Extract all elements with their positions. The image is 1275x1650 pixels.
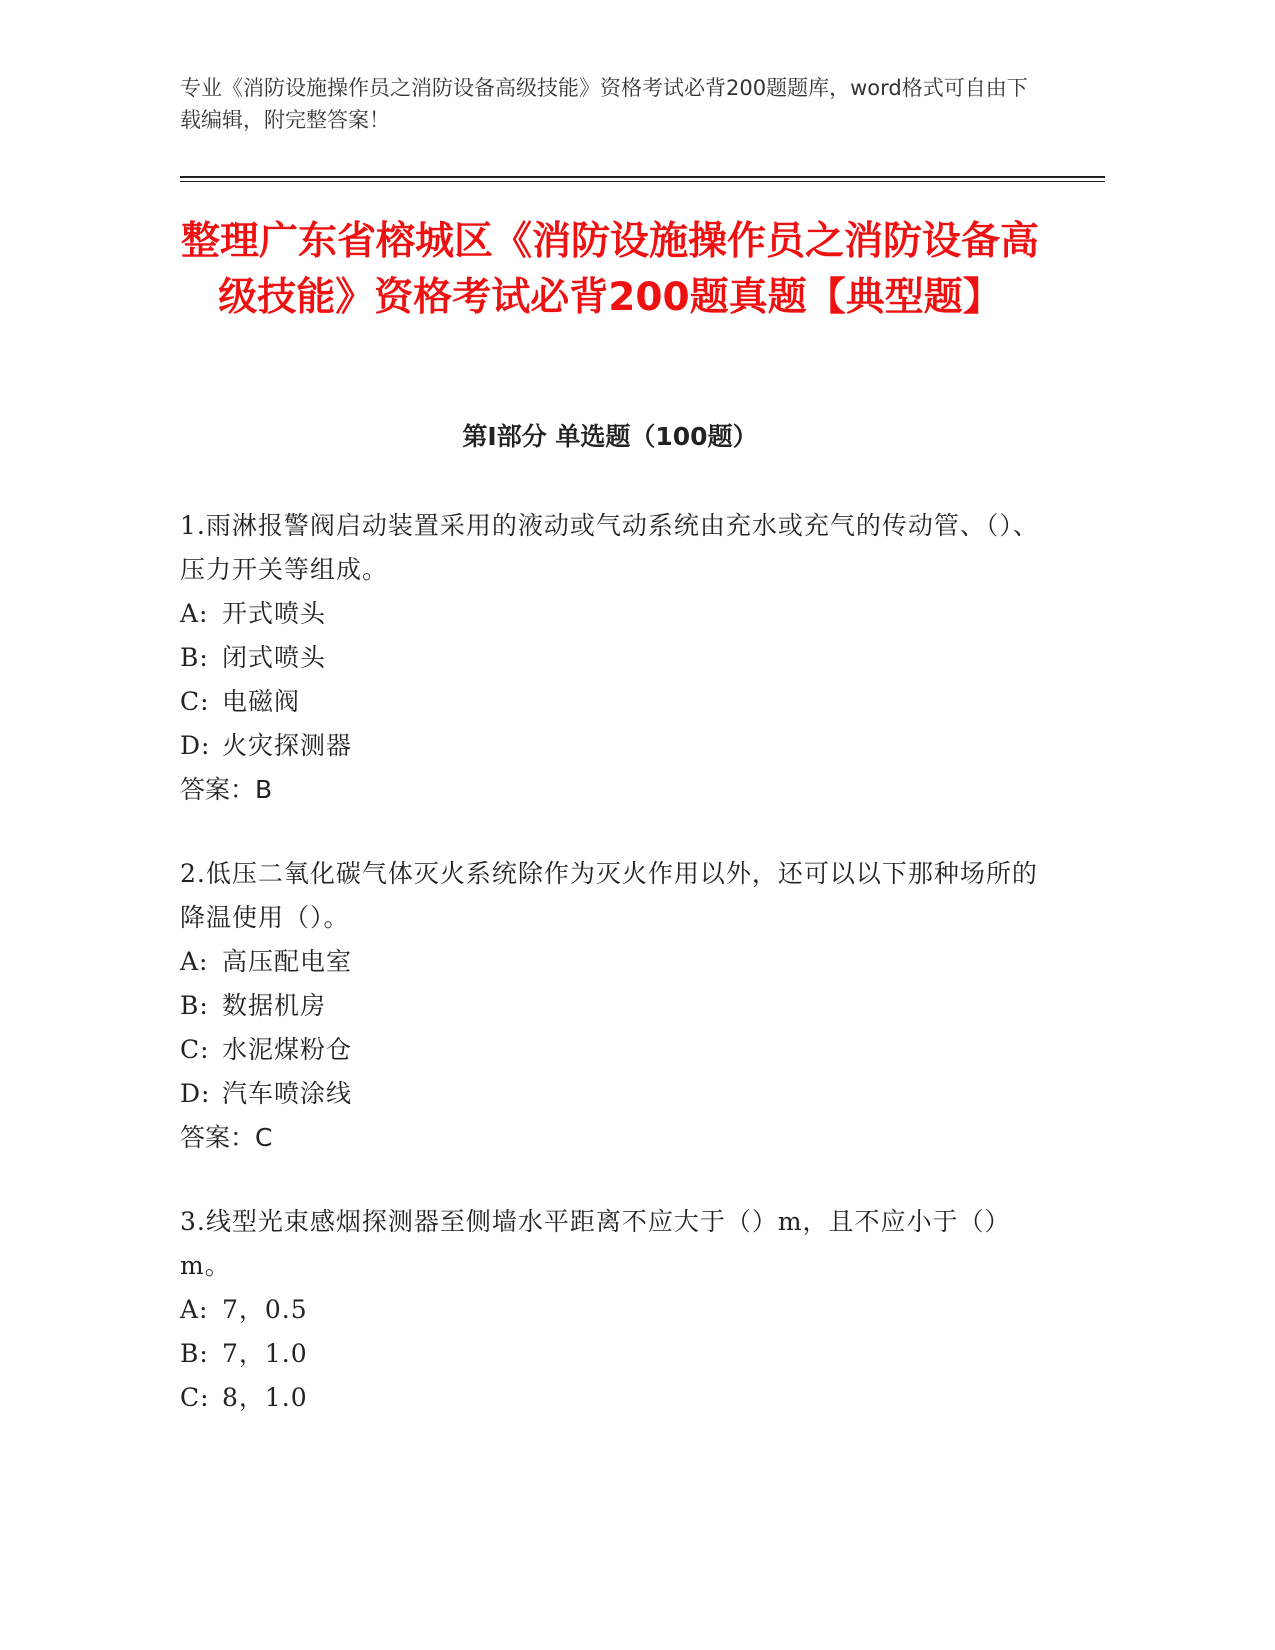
option-text: 高压配电室 [222,947,353,976]
answer-line: 答案：C [180,1123,273,1152]
option-text: 8，1.0 [222,1383,308,1412]
option-key: B: [180,1339,209,1368]
answer-line: 答案：B [180,775,273,804]
option-b [180,1332,1040,1376]
option-key: C: [180,1035,210,1064]
option-c [180,1376,1040,1420]
option-key: A: [180,599,209,628]
option-a [180,1288,1040,1332]
option-d [180,1072,1040,1116]
document-title: 整理广东省榕城区《消防设施操作员之消防设备高级技能》资格考试必背200题真题【典型题】 [180,219,1039,320]
option-text: 7，1.0 [222,1339,308,1368]
option-text: 火灾探测器 [222,731,353,760]
option-key: C: [180,1383,210,1412]
option-key: D: [180,731,211,760]
header-divider-thin [180,181,1105,182]
option-key: A: [180,1295,209,1324]
option-text: 数据机房 [222,991,327,1020]
option-key: B: [180,643,209,672]
question-item [180,1200,1040,1420]
question-item [180,852,1040,1160]
option-c [180,680,1040,724]
option-text: 闭式喷头 [222,643,327,672]
section-heading: 第I部分 单选题（100题） [462,422,758,451]
option-key: D: [180,1079,211,1108]
option-text: 汽车喷涂线 [222,1079,353,1108]
question-item [180,504,1040,812]
option-d [180,724,1040,768]
option-key: C: [180,687,210,716]
header-divider-thick [180,176,1105,178]
option-c [180,1028,1040,1072]
option-b [180,636,1040,680]
option-b [180,984,1040,1028]
option-a [180,592,1040,636]
question-stem: 2.低压二氧化碳气体灭火系统除作为灭火作用以外，还可以以下那种场所的降温使用（）。 [180,859,1038,932]
option-key: B: [180,991,209,1020]
option-text: 开式喷头 [222,599,327,628]
header-note: 专业《消防设施操作员之消防设备高级技能》资格考试必背200题题库，word格式可自由下载编辑，附完整答案！ [180,76,1028,132]
option-text: 电磁阀 [222,687,301,716]
option-text: 7，0.5 [222,1295,308,1324]
question-stem: 3.线型光束感烟探测器至侧墙水平距离不应大于（）m，且不应小于（）m。 [180,1207,1011,1280]
question-stem: 1.雨淋报警阀启动装置采用的液动或气动系统由充水或充气的传动管、（）、压力开关等组成。 [180,511,1039,584]
option-text: 水泥煤粉仓 [222,1035,353,1064]
option-a [180,940,1040,984]
option-key: A: [180,947,209,976]
